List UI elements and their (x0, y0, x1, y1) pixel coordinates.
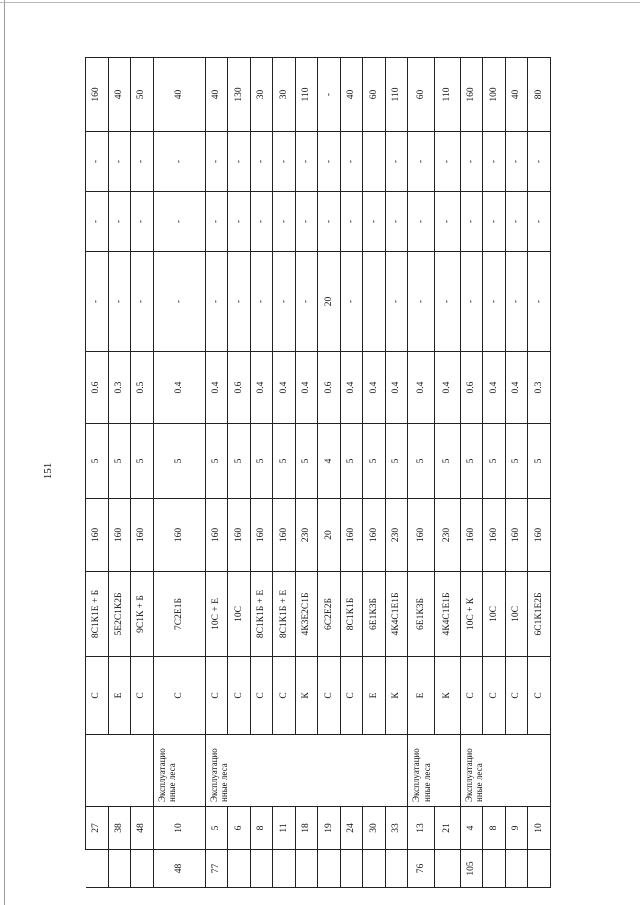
cell-bonitet: 5 (108, 424, 131, 499)
cell-c2: - (228, 192, 251, 252)
cell-density: 0.4 (483, 352, 506, 424)
cell-species: С (483, 657, 506, 735)
cell-composition: 4К4С1Е1Б (434, 572, 460, 657)
cell-composition: 6С2Е2Б (318, 572, 341, 657)
cell-vyd: 11 (273, 807, 296, 850)
cell-composition: 10С + К (460, 572, 483, 657)
cell-kv (228, 850, 251, 888)
cell-c4: 30 (273, 58, 296, 132)
cell-age: 160 (483, 499, 506, 572)
cell-vyd: 8 (483, 807, 506, 850)
cell-c1: - (250, 252, 273, 352)
cell-c1: 20 (318, 252, 341, 352)
cell-c4: 160 (460, 58, 483, 132)
table-row (205, 58, 228, 888)
cell-c3: - (483, 132, 506, 192)
cell-c3: - (434, 132, 460, 192)
cell-c3: - (108, 132, 131, 192)
cell-category: Эксплуатацио нные леса (153, 735, 205, 807)
cell-density: 0.3 (528, 352, 551, 424)
cell-kv (385, 850, 408, 888)
cell-kv (483, 850, 506, 888)
cell-vyd: 10 (153, 807, 205, 850)
cell-c4: 40 (205, 58, 228, 132)
cell-c4: 40 (153, 58, 205, 132)
cell-density: 0.4 (273, 352, 296, 424)
cell-species: С (528, 657, 551, 735)
cell-kv (363, 850, 386, 888)
cell-kv (86, 850, 109, 888)
cell-bonitet: 5 (228, 424, 251, 499)
cell-age: 230 (434, 499, 460, 572)
cell-composition: 8С1К1Б + Е (250, 572, 273, 657)
cell-bonitet: 5 (153, 424, 205, 499)
cell-composition: 6Е1К3Б (363, 572, 386, 657)
cell-c1: - (131, 252, 154, 352)
cell-kv (318, 850, 341, 888)
cell-c4: 30 (250, 58, 273, 132)
cell-vyd: 30 (363, 807, 386, 850)
cell-composition: 5Е2С1К2Б (108, 572, 131, 657)
cell-vyd: 33 (385, 807, 408, 850)
cell-composition: 8С1К1Б (340, 572, 363, 657)
cell-vyd: 13 (408, 807, 434, 850)
cell-composition: 6С1К1Е2Б (528, 572, 551, 657)
cell-c4: 110 (295, 58, 318, 132)
cell-species: Е (408, 657, 434, 735)
cell-species: С (131, 657, 154, 735)
cell-species: Е (363, 657, 386, 735)
cell-c4: 40 (108, 58, 131, 132)
cell-kv: 105 (460, 850, 483, 888)
cell-kv: 76 (408, 850, 434, 888)
cell-bonitet: 5 (273, 424, 296, 499)
cell-density: 0.4 (153, 352, 205, 424)
cell-species: С (460, 657, 483, 735)
cell-category: Эксплуатацио нные леса (408, 735, 460, 807)
cell-species: С (505, 657, 528, 735)
cell-composition: 7С2Е1Б (153, 572, 205, 657)
cell-c3 (363, 132, 386, 192)
cell-c1: - (108, 252, 131, 352)
cell-c2: - (86, 192, 109, 252)
cell-c3: - (460, 132, 483, 192)
cell-c1: - (153, 252, 205, 352)
cell-c1: - (460, 252, 483, 352)
cell-c1: - (295, 252, 318, 352)
cell-density: 0.4 (205, 352, 228, 424)
cell-c3: - (408, 132, 434, 192)
cell-bonitet: 5 (363, 424, 386, 499)
cell-vyd: 48 (131, 807, 154, 850)
cell-c3: - (340, 132, 363, 192)
cell-bonitet: 5 (434, 424, 460, 499)
cell-c2: - (153, 192, 205, 252)
cell-composition: 10С + Е (205, 572, 228, 657)
cell-kv (295, 850, 318, 888)
cell-c2: - (483, 192, 506, 252)
table-row (86, 58, 109, 888)
cell-vyd: 4 (460, 807, 483, 850)
cell-vyd: 18 (295, 807, 318, 850)
cell-species: С (318, 657, 341, 735)
cell-age: 160 (340, 499, 363, 572)
cell-vyd: 19 (318, 807, 341, 850)
cell-species: С (153, 657, 205, 735)
cell-c2: - (505, 192, 528, 252)
cell-vyd: 24 (340, 807, 363, 850)
cell-kv (528, 850, 551, 888)
cell-c1: - (434, 252, 460, 352)
cell-kv (340, 850, 363, 888)
cell-c2: - (318, 192, 341, 252)
cell-c3: - (228, 132, 251, 192)
cell-c4: 110 (385, 58, 408, 132)
cell-density: 0.4 (385, 352, 408, 424)
cell-c1: - (205, 252, 228, 352)
cell-density: 0.4 (408, 352, 434, 424)
cell-vyd: 9 (505, 807, 528, 850)
cell-c4: - (318, 58, 341, 132)
cell-species: К (434, 657, 460, 735)
cell-kv (505, 850, 528, 888)
cell-vyd: 8 (250, 807, 273, 850)
cell-c4: 60 (408, 58, 434, 132)
cell-age: 160 (505, 499, 528, 572)
cell-composition: 8С1К1Е + Б (86, 572, 109, 657)
cell-kv (108, 850, 131, 888)
cell-bonitet: 5 (385, 424, 408, 499)
cell-kv (434, 850, 460, 888)
cell-c2: - (528, 192, 551, 252)
cell-species: С (250, 657, 273, 735)
cell-c2: - (205, 192, 228, 252)
cell-c4: 110 (434, 58, 460, 132)
cell-category: Эксплуатацио нные леса (205, 735, 408, 807)
cell-composition: 10С (505, 572, 528, 657)
cell-species: С (340, 657, 363, 735)
cell-composition: 4К3Е2С1Б (295, 572, 318, 657)
cell-c2: - (408, 192, 434, 252)
cell-composition: 6Е1К3Б (408, 572, 434, 657)
cell-c2: - (108, 192, 131, 252)
cell-density: 0.5 (131, 352, 154, 424)
cell-vyd: 27 (86, 807, 109, 850)
cell-c1 (363, 252, 386, 352)
cell-c3: - (505, 132, 528, 192)
cell-c2: - (460, 192, 483, 252)
cell-age: 160 (528, 499, 551, 572)
cell-species: Е (108, 657, 131, 735)
cell-c4: 60 (363, 58, 386, 132)
cell-bonitet: 5 (528, 424, 551, 499)
cell-age: 20 (318, 499, 341, 572)
cell-bonitet: 5 (483, 424, 506, 499)
cell-composition: 10С (228, 572, 251, 657)
cell-species: С (228, 657, 251, 735)
forest-inventory-table (85, 57, 551, 888)
table-row (460, 58, 483, 888)
table-row (153, 58, 205, 888)
cell-c3: - (153, 132, 205, 192)
cell-category (86, 735, 154, 807)
cell-c2: - (363, 192, 386, 252)
cell-density: 0.4 (250, 352, 273, 424)
cell-age: 160 (205, 499, 228, 572)
cell-density: 0.4 (363, 352, 386, 424)
cell-age: 160 (228, 499, 251, 572)
cell-density: 0.4 (340, 352, 363, 424)
cell-c1: - (86, 252, 109, 352)
cell-c2: - (340, 192, 363, 252)
cell-c2: - (434, 192, 460, 252)
cell-species: К (385, 657, 408, 735)
cell-density: 0.4 (505, 352, 528, 424)
cell-species: С (273, 657, 296, 735)
cell-age: 160 (460, 499, 483, 572)
cell-bonitet: 5 (505, 424, 528, 499)
cell-c2: - (131, 192, 154, 252)
cell-density: 0.6 (228, 352, 251, 424)
cell-c1: - (228, 252, 251, 352)
cell-c4: 100 (483, 58, 506, 132)
cell-density: 0.6 (460, 352, 483, 424)
cell-c1: - (408, 252, 434, 352)
cell-composition: 4К4С1Е1Б (385, 572, 408, 657)
cell-c3: - (318, 132, 341, 192)
cell-c2: - (385, 192, 408, 252)
cell-age: 230 (295, 499, 318, 572)
cell-c3: - (250, 132, 273, 192)
cell-age: 160 (108, 499, 131, 572)
cell-c2: - (250, 192, 273, 252)
cell-c4: 80 (528, 58, 551, 132)
cell-bonitet: 5 (131, 424, 154, 499)
cell-age: 160 (273, 499, 296, 572)
cell-kv: 77 (205, 850, 228, 888)
cell-c2: - (273, 192, 296, 252)
cell-c3: - (205, 132, 228, 192)
cell-density: 0.4 (295, 352, 318, 424)
cell-vyd: 10 (528, 807, 551, 850)
scan-edge-left (4, 0, 5, 905)
cell-bonitet: 4 (318, 424, 341, 499)
cell-c4: 50 (131, 58, 154, 132)
cell-c4: 40 (340, 58, 363, 132)
cell-c3: - (385, 132, 408, 192)
cell-c3: - (295, 132, 318, 192)
page-number: 151 (42, 462, 54, 480)
cell-category: Эксплуатацио нные леса (460, 735, 550, 807)
cell-species: С (205, 657, 228, 735)
cell-c2: - (295, 192, 318, 252)
cell-bonitet: 5 (460, 424, 483, 499)
cell-c3: - (273, 132, 296, 192)
cell-kv (273, 850, 296, 888)
cell-composition: 8С1К1Б + Е (273, 572, 296, 657)
cell-composition: 10С (483, 572, 506, 657)
cell-vyd: 5 (205, 807, 228, 850)
cell-vyd: 38 (108, 807, 131, 850)
cell-bonitet: 5 (86, 424, 109, 499)
cell-c1: - (340, 252, 363, 352)
table-body (86, 58, 551, 888)
cell-density: 0.6 (318, 352, 341, 424)
cell-density: 0.6 (86, 352, 109, 424)
cell-age: 160 (408, 499, 434, 572)
cell-c3: - (528, 132, 551, 192)
cell-c3: - (131, 132, 154, 192)
cell-species: К (295, 657, 318, 735)
scan-edge-top (0, 2, 640, 3)
cell-c1: - (528, 252, 551, 352)
cell-age: 160 (131, 499, 154, 572)
cell-kv (250, 850, 273, 888)
cell-kv: 48 (153, 850, 205, 888)
cell-c1: - (385, 252, 408, 352)
cell-age: 160 (363, 499, 386, 572)
cell-bonitet: 5 (295, 424, 318, 499)
cell-age: 160 (250, 499, 273, 572)
cell-c4: 40 (505, 58, 528, 132)
cell-kv (131, 850, 154, 888)
cell-c4: 130 (228, 58, 251, 132)
cell-bonitet: 5 (340, 424, 363, 499)
cell-species: С (86, 657, 109, 735)
cell-density: 0.4 (434, 352, 460, 424)
cell-c1: - (505, 252, 528, 352)
rotated-table-frame (85, 58, 551, 888)
cell-bonitet: 5 (250, 424, 273, 499)
cell-age: 160 (86, 499, 109, 572)
cell-c4: 160 (86, 58, 109, 132)
cell-bonitet: 5 (205, 424, 228, 499)
cell-age: 160 (153, 499, 205, 572)
cell-bonitet: 5 (408, 424, 434, 499)
cell-c1: - (273, 252, 296, 352)
cell-density: 0.3 (108, 352, 131, 424)
cell-c3: - (86, 132, 109, 192)
cell-age: 230 (385, 499, 408, 572)
table-container (85, 58, 551, 888)
cell-c1: - (483, 252, 506, 352)
cell-composition: 9С1К + Б (131, 572, 154, 657)
cell-vyd: 21 (434, 807, 460, 850)
cell-vyd: 6 (228, 807, 251, 850)
table-row (408, 58, 434, 888)
